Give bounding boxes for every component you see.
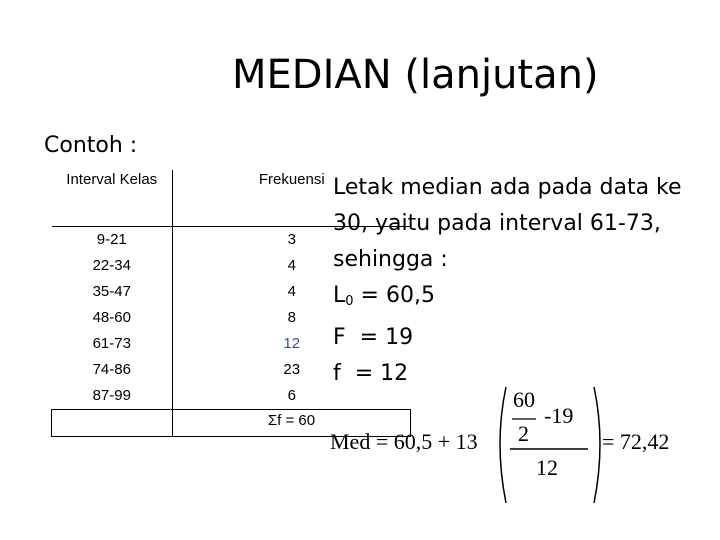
table-cell: 8 — [287, 309, 296, 326]
median-class-frequency: 12 — [283, 335, 301, 352]
table-cell: 4 — [287, 257, 296, 274]
table-cell: 74-86 — [92, 361, 131, 378]
lower-boundary-line: $L_0 = 60,5$ — [333, 283, 435, 309]
example-label: Contoh : — [44, 133, 138, 158]
median-location-text: Letak median ada pada data ke 30, yaitu pada interval 61-73, sehingga : — [333, 175, 682, 272]
header-interval: Interval Kelas — [52, 170, 173, 227]
inner-denominator: 2 — [518, 421, 529, 446]
table-cell: 87-99 — [92, 387, 131, 404]
median-formula — [330, 383, 690, 513]
footer-empty-cell — [52, 410, 173, 437]
explanation-text — [333, 170, 693, 392]
page-title: MEDIAN (lanjutan) — [232, 52, 599, 98]
frequency-sum: Σf = 60 — [173, 410, 411, 437]
table-cell: 35-47 — [92, 283, 131, 300]
table-cell: 4 — [287, 283, 296, 300]
inner-numerator: 60 — [513, 387, 535, 412]
outer-denominator: 12 — [536, 455, 558, 480]
table-cell: 23 — [283, 361, 301, 378]
interval-column — [52, 227, 173, 410]
class-frequency-line: f = 12 — [333, 361, 409, 386]
header-frequency: Frekuensi — [173, 170, 411, 227]
table-cell: 6 — [287, 387, 296, 404]
table-cell: 3 — [287, 231, 296, 248]
formula-lhs: Med = 60,5 + 13 — [330, 429, 478, 454]
formula-result: = 72,42 — [602, 429, 670, 454]
table-cell: 48-60 — [92, 309, 131, 326]
table-cell: 22-34 — [92, 257, 131, 274]
table-cell: 61-73 — [92, 335, 131, 352]
minus-cumulative: -19 — [544, 403, 574, 428]
cumulative-frequency-line: F = 19 — [333, 325, 414, 350]
table-cell: 9-21 — [96, 231, 127, 248]
